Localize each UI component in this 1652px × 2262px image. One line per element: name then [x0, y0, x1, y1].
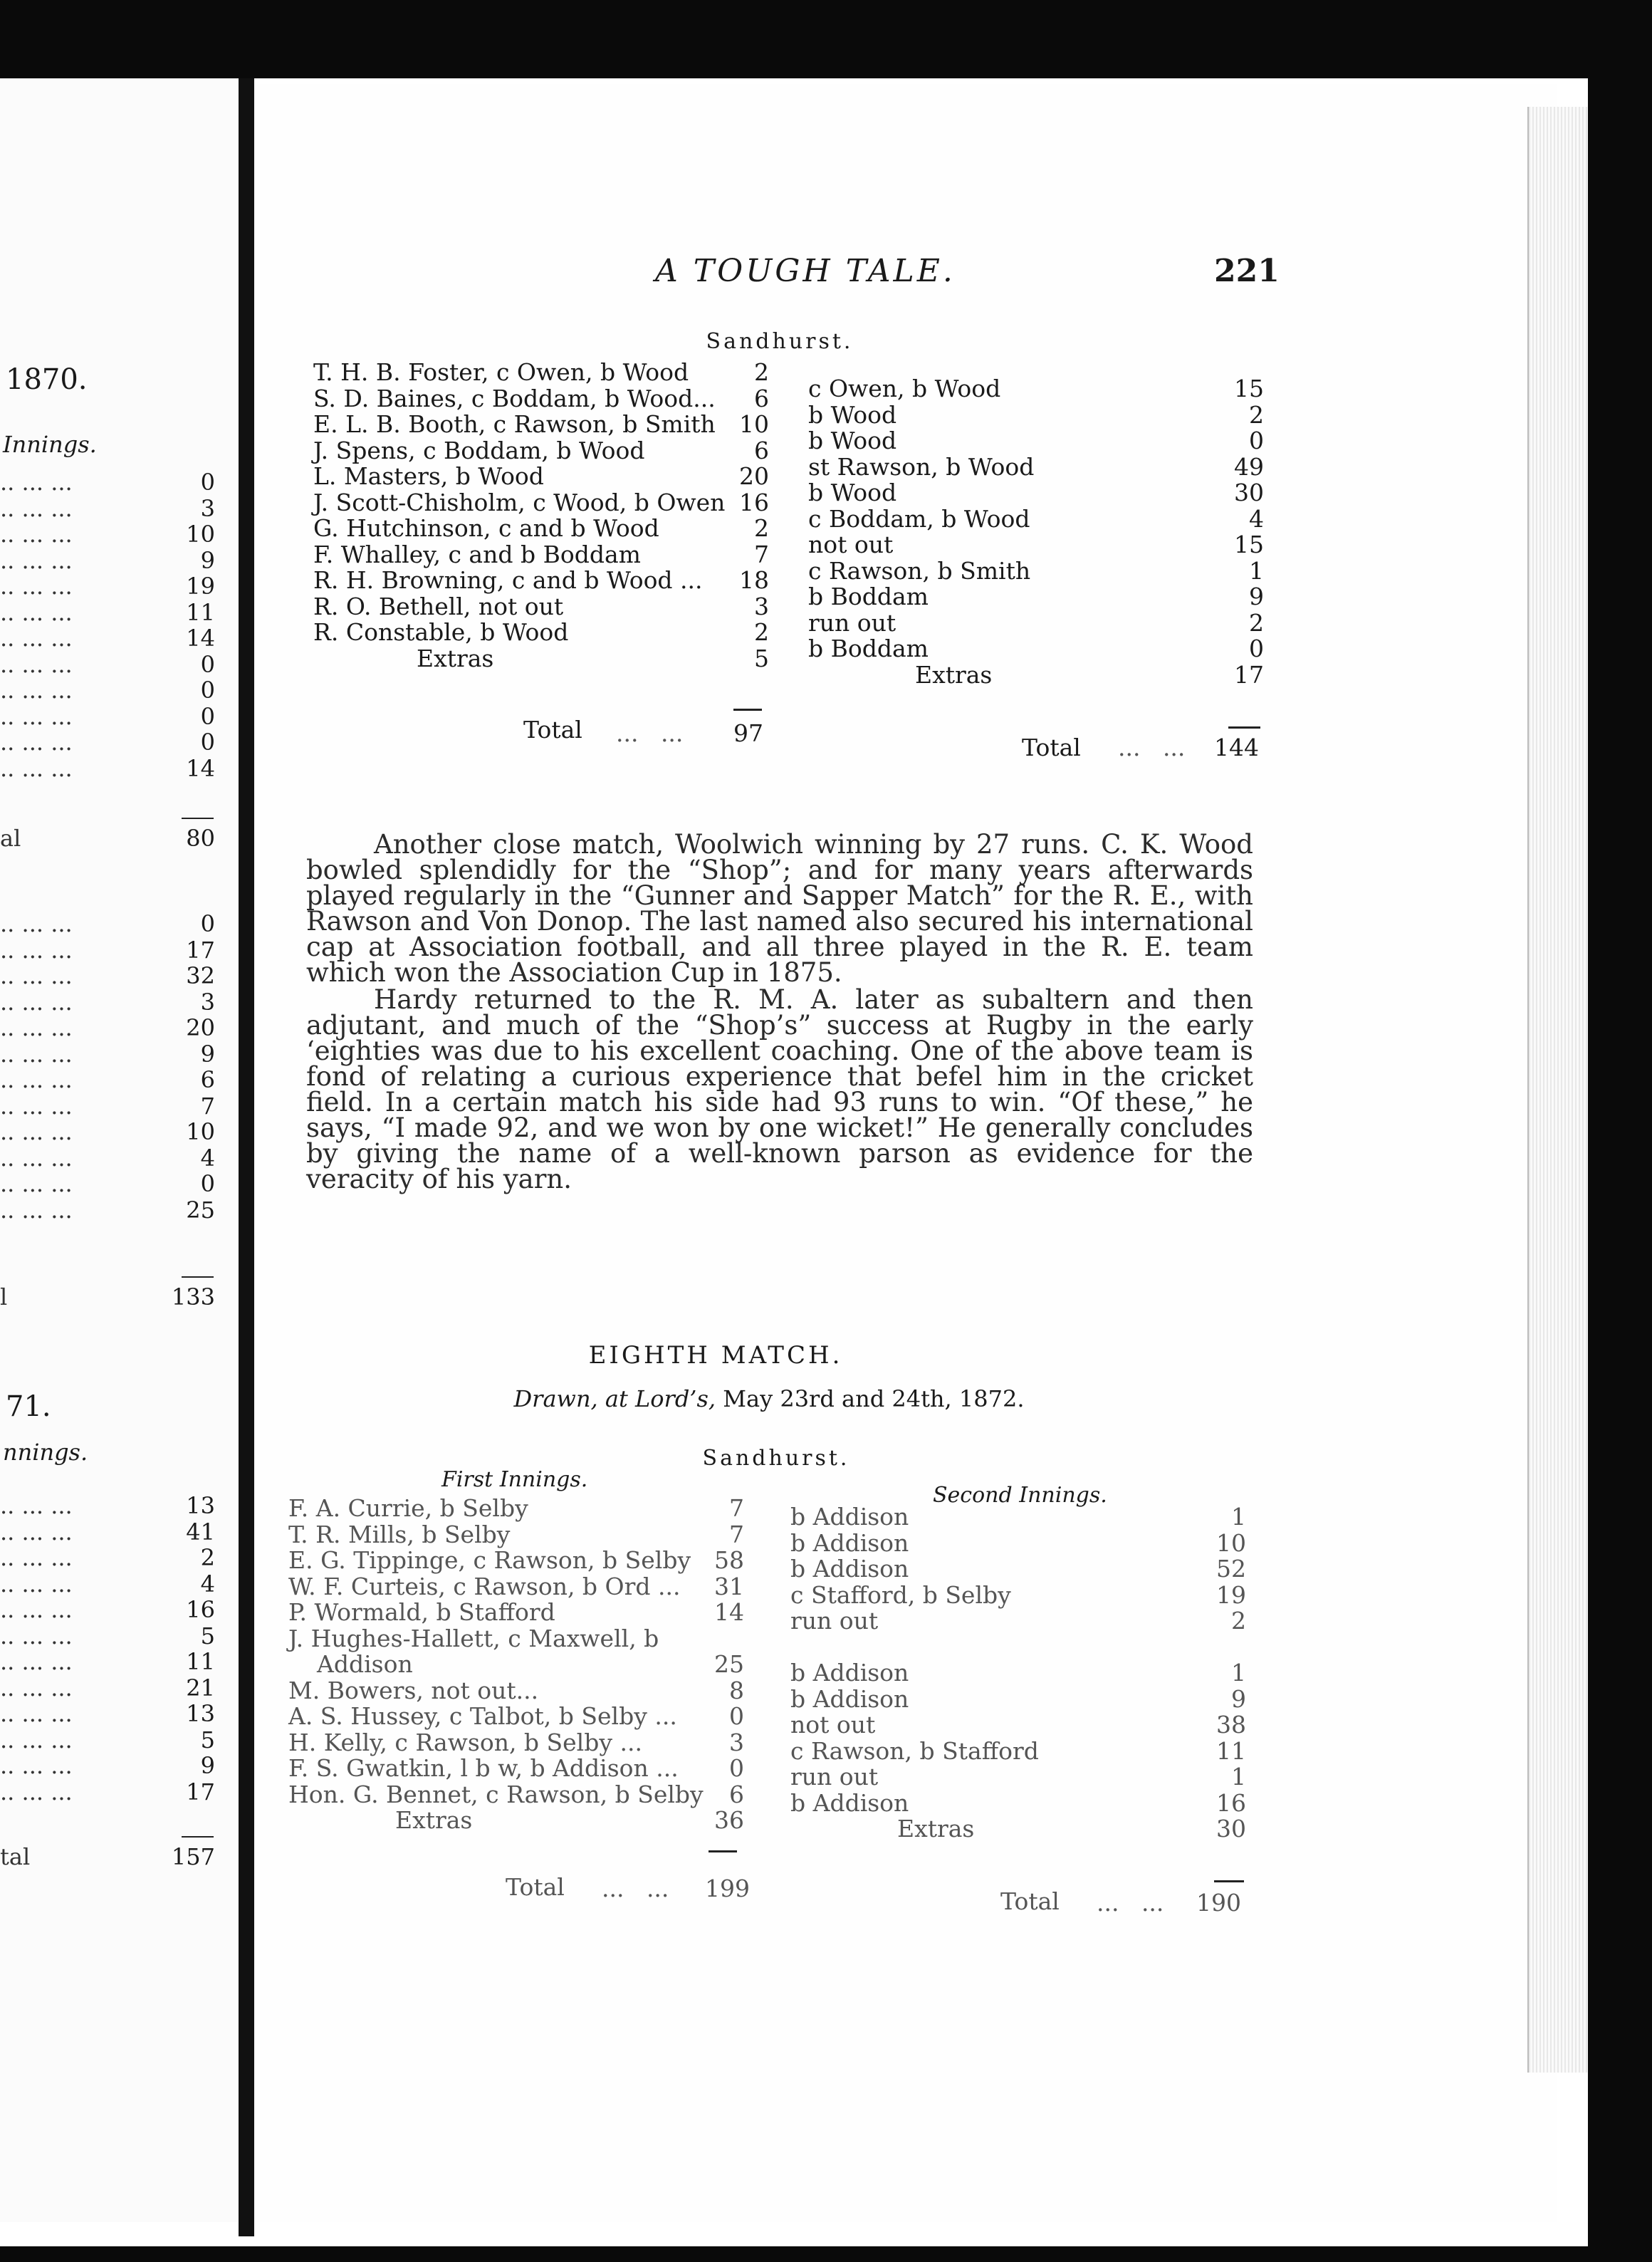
batsman-entry: Extras: [915, 660, 993, 689]
batsman-entry: J. Hughes-Hallett, c Maxwell, b: [288, 1624, 659, 1652]
batsman-entry: J. Spens, c Boddam, b Wood: [313, 436, 645, 464]
runs-value: 0: [729, 1702, 744, 1730]
left-score-value: 14: [186, 754, 215, 782]
runs-value: 10: [1216, 1528, 1246, 1557]
left-score-value: 13: [186, 1492, 215, 1519]
left-score-dots: .. ... ...: [0, 1092, 73, 1120]
score-row: [790, 1684, 1246, 1713]
left-score-value: 0: [200, 650, 215, 678]
batsman-entry: R. Constable, b Wood: [313, 618, 569, 646]
score-row: [808, 376, 1264, 402]
batsman-entry: F. A. Currie, b Selby: [288, 1494, 528, 1522]
left-score-value: 17: [186, 936, 215, 964]
left-sum-rule: [182, 818, 214, 819]
team-heading-sandhurst-1: Sandhurst.: [706, 329, 854, 354]
batsman-entry: run out: [808, 608, 896, 637]
score-row: [313, 360, 769, 386]
left-score-value: 0: [200, 677, 215, 704]
batsman-entry: T. R. Mills, b Selby: [288, 1520, 511, 1548]
batsman-entry: J. Scott-Chisholm, c Wood, b Owen: [313, 488, 726, 516]
left-score-dots: .. ... ...: [0, 1778, 73, 1805]
score-row: [288, 1730, 744, 1756]
scan-background-top: [0, 0, 1652, 78]
left-score-dots: .. ... ...: [0, 521, 73, 548]
batsman-entry: run out: [790, 1607, 879, 1635]
left-score-dots: .. ... ...: [0, 1144, 73, 1172]
batsman-entry: W. F. Curteis, c Rawson, b Ord ...: [288, 1572, 681, 1600]
batsman-entry: E. G. Tippinge, c Rawson, b Selby: [288, 1546, 691, 1574]
left-score-dots: .. ... ...: [0, 1544, 73, 1571]
left-total-value: 80: [186, 825, 215, 852]
runs-value: 0: [1249, 427, 1264, 454]
runs-value: 2: [754, 358, 769, 386]
m7-second-total-label: Total: [1022, 734, 1081, 761]
batsman-entry: L. Masters, b Wood: [313, 462, 544, 490]
left-score-dots: .. ... ...: [0, 625, 73, 652]
left-score-value: 9: [200, 1752, 215, 1779]
runs-value: 2: [754, 618, 769, 646]
score-row: [808, 402, 1264, 429]
runs-value: 11: [1216, 1736, 1246, 1765]
batsman-entry: c Rawson, b Stafford: [790, 1736, 1039, 1765]
runs-value: 1: [1249, 556, 1264, 585]
runs-value: 2: [754, 514, 769, 542]
left-score-dots: .. ... ...: [0, 754, 73, 782]
left-score-value: 3: [200, 494, 215, 522]
score-row: [790, 1660, 1246, 1687]
left-score-dots: .. ... ...: [0, 469, 73, 496]
runs-value: 0: [1249, 635, 1264, 662]
left-score-dots: .. ... ...: [0, 1014, 73, 1041]
left-score-dots: .. ... ...: [0, 546, 73, 574]
score-row: [808, 428, 1264, 454]
score-row: [288, 1652, 744, 1678]
runs-value: 17: [1234, 660, 1264, 689]
runs-value: 10: [739, 410, 769, 438]
m7-first-sum-rule: [733, 709, 762, 711]
left-score-dots: .. ... ...: [0, 1518, 73, 1546]
left-score-value: 2: [200, 1544, 215, 1571]
left-score-dots: .. ... ...: [0, 650, 73, 678]
m7-first-total-value: 97: [733, 719, 763, 747]
left-total-label: tal: [0, 1843, 31, 1870]
score-row: [313, 620, 769, 646]
left-score-value: 17: [186, 1778, 215, 1805]
score-row: [808, 610, 1264, 637]
narrative-paragraph-2: Hardy returned to the R. M. A. later as subaltern and then adjutant, and much of the “Shop’s” success at Rugby in the early ‘eighties was due to his excellent coaching. One of the above team is fond of relating a curious experience that befel him in the cricket field. In a certain match his side had 93 runs to win. “Of these,” he says, “I made 92, and we won by one wicket!” He generally concludes by giving the name of a well-known parson as evidence for the veracity of his yarn.: [306, 984, 1253, 1194]
batsman-entry: b Addison: [790, 1684, 909, 1713]
batsman-entry: T. H. B. Foster, c Owen, b Wood: [313, 358, 689, 386]
left-score-value: 25: [186, 1196, 215, 1224]
m7-first-innings: [313, 360, 769, 672]
score-row: [288, 1756, 744, 1782]
batsman-entry: b Wood: [808, 427, 897, 454]
left-score-value: 5: [200, 1726, 215, 1753]
left-score-dots: .. ... ...: [0, 598, 73, 626]
left-score-value: 32: [186, 962, 215, 989]
runs-value: 16: [1216, 1788, 1246, 1817]
runs-value: 7: [729, 1494, 744, 1522]
runs-value: 31: [714, 1572, 744, 1600]
left-score-dots: .. ... ...: [0, 1674, 73, 1701]
m8-first-innings: [288, 1496, 744, 1834]
left-total-label: l: [0, 1283, 8, 1310]
runs-value: 15: [1234, 531, 1264, 558]
left-score-dots: .. ... ...: [0, 729, 73, 756]
left-score-dots: .. ... ...: [0, 1648, 73, 1675]
left-score-value: 4: [200, 1570, 215, 1598]
left-score-dots: .. ... ...: [0, 573, 73, 600]
score-row: [313, 516, 769, 542]
batsman-entry: E. L. B. Booth, c Rawson, b Smith: [313, 410, 716, 438]
left-score-dots: .. ... ...: [0, 1726, 73, 1753]
score-row: [808, 506, 1264, 533]
score-row: [808, 454, 1264, 481]
runs-value: 38: [1216, 1711, 1246, 1739]
left-score-value: 20: [186, 1014, 215, 1041]
m7-first-total-label: Total: [523, 716, 582, 744]
runs-value: 7: [729, 1520, 744, 1548]
left-score-dots: .. ... ...: [0, 1492, 73, 1519]
runs-value: 8: [729, 1676, 744, 1704]
left-score-dots: .. ... ...: [0, 1622, 73, 1649]
m7-first-total-dots: ... ...: [616, 719, 684, 747]
left-score-dots: .. ... ...: [0, 1196, 73, 1224]
left-score-value: 14: [186, 625, 215, 652]
batsman-entry: Hon. G. Bennet, c Rawson, b Selby: [288, 1780, 704, 1808]
page-number: 221: [1214, 253, 1280, 289]
book-gutter: [239, 78, 254, 2236]
runs-value: 0: [729, 1754, 744, 1782]
left-score-dots: .. ... ...: [0, 1752, 73, 1779]
batsman-entry: H. Kelly, c Rawson, b Selby ...: [288, 1728, 642, 1756]
batsman-entry: R. O. Bethell, not out: [313, 592, 564, 620]
left-score-dots: .. ... ...: [0, 1700, 73, 1727]
running-title: A TOUGH TALE.: [655, 253, 956, 289]
runs-value: 36: [714, 1806, 744, 1834]
score-row: [790, 1816, 1246, 1843]
score-row: [313, 568, 769, 594]
m7-second-sum-rule: [1228, 726, 1260, 729]
runs-value: 25: [714, 1650, 744, 1678]
runs-value: 58: [714, 1546, 744, 1574]
score-row: [313, 490, 769, 516]
left-score-dots: .. ... ...: [0, 910, 73, 937]
score-row: [808, 584, 1264, 610]
score-row: [313, 542, 769, 568]
left-score-dots: .. ... ...: [0, 677, 73, 704]
runs-value: 15: [1234, 375, 1264, 402]
runs-value: 1: [1231, 1763, 1246, 1791]
batsman-entry: run out: [790, 1763, 879, 1791]
left-score-value: 13: [186, 1700, 215, 1727]
score-row: [313, 594, 769, 620]
left-year-bottom: 71.: [6, 1390, 51, 1423]
score-row: [288, 1704, 744, 1730]
score-row: [790, 1580, 1246, 1609]
m8-second-innings-label: Second Innings.: [933, 1483, 1107, 1508]
score-row: [790, 1504, 1246, 1531]
left-score-value: 19: [186, 573, 215, 600]
left-score-dots: .. ... ...: [0, 702, 73, 730]
batsman-entry: F. Whalley, c and b Boddam: [313, 540, 641, 568]
score-row: [288, 1808, 744, 1834]
score-row: [808, 662, 1264, 689]
runs-value: 18: [739, 566, 769, 594]
left-score-value: 7: [200, 1092, 215, 1120]
score-row: [790, 1764, 1246, 1791]
m8-second-total-dots: ... ...: [1097, 1889, 1164, 1917]
score-row: [313, 412, 769, 438]
left-score-value: 16: [186, 1596, 215, 1623]
eighth-match-subtitle: [514, 1385, 1025, 1412]
batsman-entry: b Wood: [808, 479, 897, 506]
eighth-match-heading: EIGHTH MATCH.: [588, 1341, 843, 1370]
m8-second-total-label: Total: [1000, 1887, 1060, 1915]
m8-second-total-value: 190: [1196, 1889, 1241, 1917]
left-score-dots: .. ... ...: [0, 1596, 73, 1623]
score-row: [790, 1635, 1246, 1661]
score-row: [808, 558, 1264, 585]
left-total-label: al: [0, 825, 21, 852]
runs-value: 1: [1231, 1659, 1246, 1687]
runs-value: 3: [729, 1728, 744, 1756]
runs-value: 2: [1249, 400, 1264, 429]
left-total-value: 157: [171, 1843, 215, 1870]
left-score-value: 41: [186, 1518, 215, 1546]
batsman-entry: A. S. Hussey, c Talbot, b Selby ...: [288, 1702, 677, 1730]
eighth-match-dates: May 23rd and 24th, 1872.: [723, 1385, 1025, 1412]
left-score-value: 4: [200, 1144, 215, 1172]
batsman-entry: b Boddam: [808, 583, 929, 610]
batsman-entry: b Addison: [790, 1503, 909, 1531]
m8-first-total-label: Total: [506, 1873, 565, 1901]
score-row: [790, 1712, 1246, 1739]
left-score-dots: .. ... ...: [0, 936, 73, 964]
scan-background-bottom: [0, 2246, 1652, 2262]
batsman-entry: G. Hutchinson, c and b Wood: [313, 514, 659, 542]
batsman-entry: b Addison: [790, 1555, 909, 1583]
runs-value: 14: [714, 1598, 744, 1626]
team-heading-sandhurst-2: Sandhurst.: [702, 1446, 850, 1471]
runs-value: 9: [1231, 1684, 1246, 1713]
batsman-entry: P. Wormald, b Stafford: [288, 1598, 555, 1626]
narrative-paragraph-1: Another close match, Woolwich winning by 27 runs. C. K. Wood bowled splendidly for the “Shop”; and for many years afterwards played regularly in the “Gunner and Sapper Match” for the R. E., with Rawson and Von Donop. The last named also secured his international cap at Association football, and all three played in the R. E. team which won the Association Cup in 1875.: [306, 829, 1253, 988]
left-score-value: 21: [186, 1674, 215, 1701]
batsman-entry: M. Bowers, not out...: [288, 1676, 539, 1704]
batsman-entry: Addison: [317, 1650, 413, 1678]
runs-value: 19: [1216, 1580, 1246, 1609]
left-score-value: 6: [200, 1066, 215, 1093]
left-score-value: 5: [200, 1622, 215, 1649]
left-score-dots: .. ... ...: [0, 1066, 73, 1093]
left-sum-rule: [182, 1276, 214, 1278]
runs-value: 30: [1216, 1815, 1246, 1843]
left-score-dots: .. ... ...: [0, 1170, 73, 1197]
batsman-entry: R. H. Browning, c and b Wood ...: [313, 566, 703, 594]
left-innings-bottom: nnings.: [3, 1439, 88, 1466]
score-row: [790, 1736, 1246, 1765]
runs-value: 6: [754, 436, 769, 464]
score-row: [313, 438, 769, 464]
runs-value: 20: [739, 462, 769, 490]
batsman-entry: b Boddam: [808, 635, 929, 662]
score-row: [288, 1522, 744, 1548]
batsman-entry: c Boddam, b Wood: [808, 504, 1030, 533]
runs-value: 4: [1249, 504, 1264, 533]
runs-value: 1: [1231, 1503, 1246, 1531]
left-score-dots: .. ... ...: [0, 962, 73, 989]
runs-value: 3: [754, 592, 769, 620]
batsman-entry: b Addison: [790, 1788, 909, 1817]
left-year-top: 1870.: [6, 363, 88, 396]
score-row: [288, 1678, 744, 1704]
score-row: [288, 1626, 744, 1652]
runs-value: 6: [729, 1780, 744, 1808]
m8-first-sum-rule: [709, 1850, 737, 1852]
left-score-value: 0: [200, 1170, 215, 1197]
batsman-entry: st Rawson, b Wood: [808, 452, 1035, 481]
left-score-dots: .. ... ...: [0, 1118, 73, 1145]
m8-first-total-dots: ... ...: [602, 1875, 669, 1902]
left-score-value: 9: [200, 546, 215, 574]
score-row: [288, 1782, 744, 1808]
runs-value: 9: [1249, 583, 1264, 610]
narrative: [306, 829, 1253, 1194]
batsman-entry: b Wood: [808, 400, 897, 429]
left-score-value: 9: [200, 1040, 215, 1068]
batsman-entry: c Owen, b Wood: [808, 375, 1001, 402]
score-row: [808, 636, 1264, 662]
scan-background-right: [1588, 0, 1652, 2262]
batsman-entry: S. D. Baines, c Boddam, b Wood...: [313, 384, 716, 412]
score-row: [808, 532, 1264, 558]
batsman-entry: c Rawson, b Smith: [808, 556, 1031, 585]
m8-first-total-value: 199: [705, 1875, 750, 1902]
runs-value: 2: [1231, 1607, 1246, 1635]
m7-second-total-dots: ... ...: [1118, 734, 1186, 761]
batsman-entry: Extras: [897, 1815, 975, 1843]
m8-second-innings: [790, 1504, 1246, 1843]
left-score-dots: .. ... ...: [0, 988, 73, 1016]
batsman-entry: c Stafford, b Selby: [790, 1580, 1011, 1609]
left-score-value: 0: [200, 729, 215, 756]
score-row: [808, 480, 1264, 506]
left-score-value: 3: [200, 988, 215, 1016]
left-score-value: 0: [200, 469, 215, 496]
batsman-entry: not out: [808, 531, 894, 558]
runs-value: 52: [1216, 1555, 1246, 1583]
left-score-value: 0: [200, 910, 215, 937]
batsman-entry: F. S. Gwatkin, l b w, b Addison ...: [288, 1754, 679, 1782]
score-row: [790, 1556, 1246, 1583]
left-sum-rule: [182, 1836, 214, 1838]
left-score-value: 11: [186, 1648, 215, 1675]
m7-second-innings: [808, 376, 1264, 688]
runs-value: 16: [739, 488, 769, 516]
batsman-entry: b Addison: [790, 1528, 909, 1557]
left-score-value: 11: [186, 598, 215, 626]
score-row: [288, 1600, 744, 1626]
left-score-value: 0: [200, 702, 215, 730]
batsman-entry: not out: [790, 1711, 876, 1739]
runs-value: 5: [754, 644, 769, 672]
score-row: [790, 1788, 1246, 1817]
page-edges: [1527, 107, 1588, 2073]
left-score-dots: .. ... ...: [0, 494, 73, 522]
left-score-value: 10: [186, 521, 215, 548]
m8-first-innings-label: First Innings.: [441, 1467, 588, 1492]
eighth-match-result: Drawn, at Lord’s,: [513, 1385, 716, 1412]
score-row: [288, 1496, 744, 1522]
score-row: [790, 1608, 1246, 1635]
left-innings-top: Innings.: [3, 431, 97, 458]
left-score-dots: .. ... ...: [0, 1570, 73, 1598]
score-row: [790, 1528, 1246, 1557]
score-row: [313, 386, 769, 412]
left-total-value: 133: [171, 1283, 215, 1310]
runs-value: 7: [754, 540, 769, 568]
score-row: [313, 646, 769, 672]
runs-value: 49: [1234, 452, 1264, 481]
m7-second-total-value: 144: [1214, 734, 1259, 761]
runs-value: 6: [754, 384, 769, 412]
left-score-dots: .. ... ...: [0, 1040, 73, 1068]
left-page-fragment: [0, 78, 239, 2222]
runs-value: 2: [1249, 608, 1264, 637]
batsman-entry: Extras: [417, 644, 494, 672]
m8-second-sum-rule: [1214, 1880, 1244, 1882]
score-row: [288, 1574, 744, 1600]
batsman-entry: b Addison: [790, 1659, 909, 1687]
score-row: [288, 1548, 744, 1574]
batsman-entry: Extras: [395, 1806, 473, 1834]
runs-value: 30: [1234, 479, 1264, 506]
score-row: [313, 464, 769, 490]
left-score-value: 10: [186, 1118, 215, 1145]
